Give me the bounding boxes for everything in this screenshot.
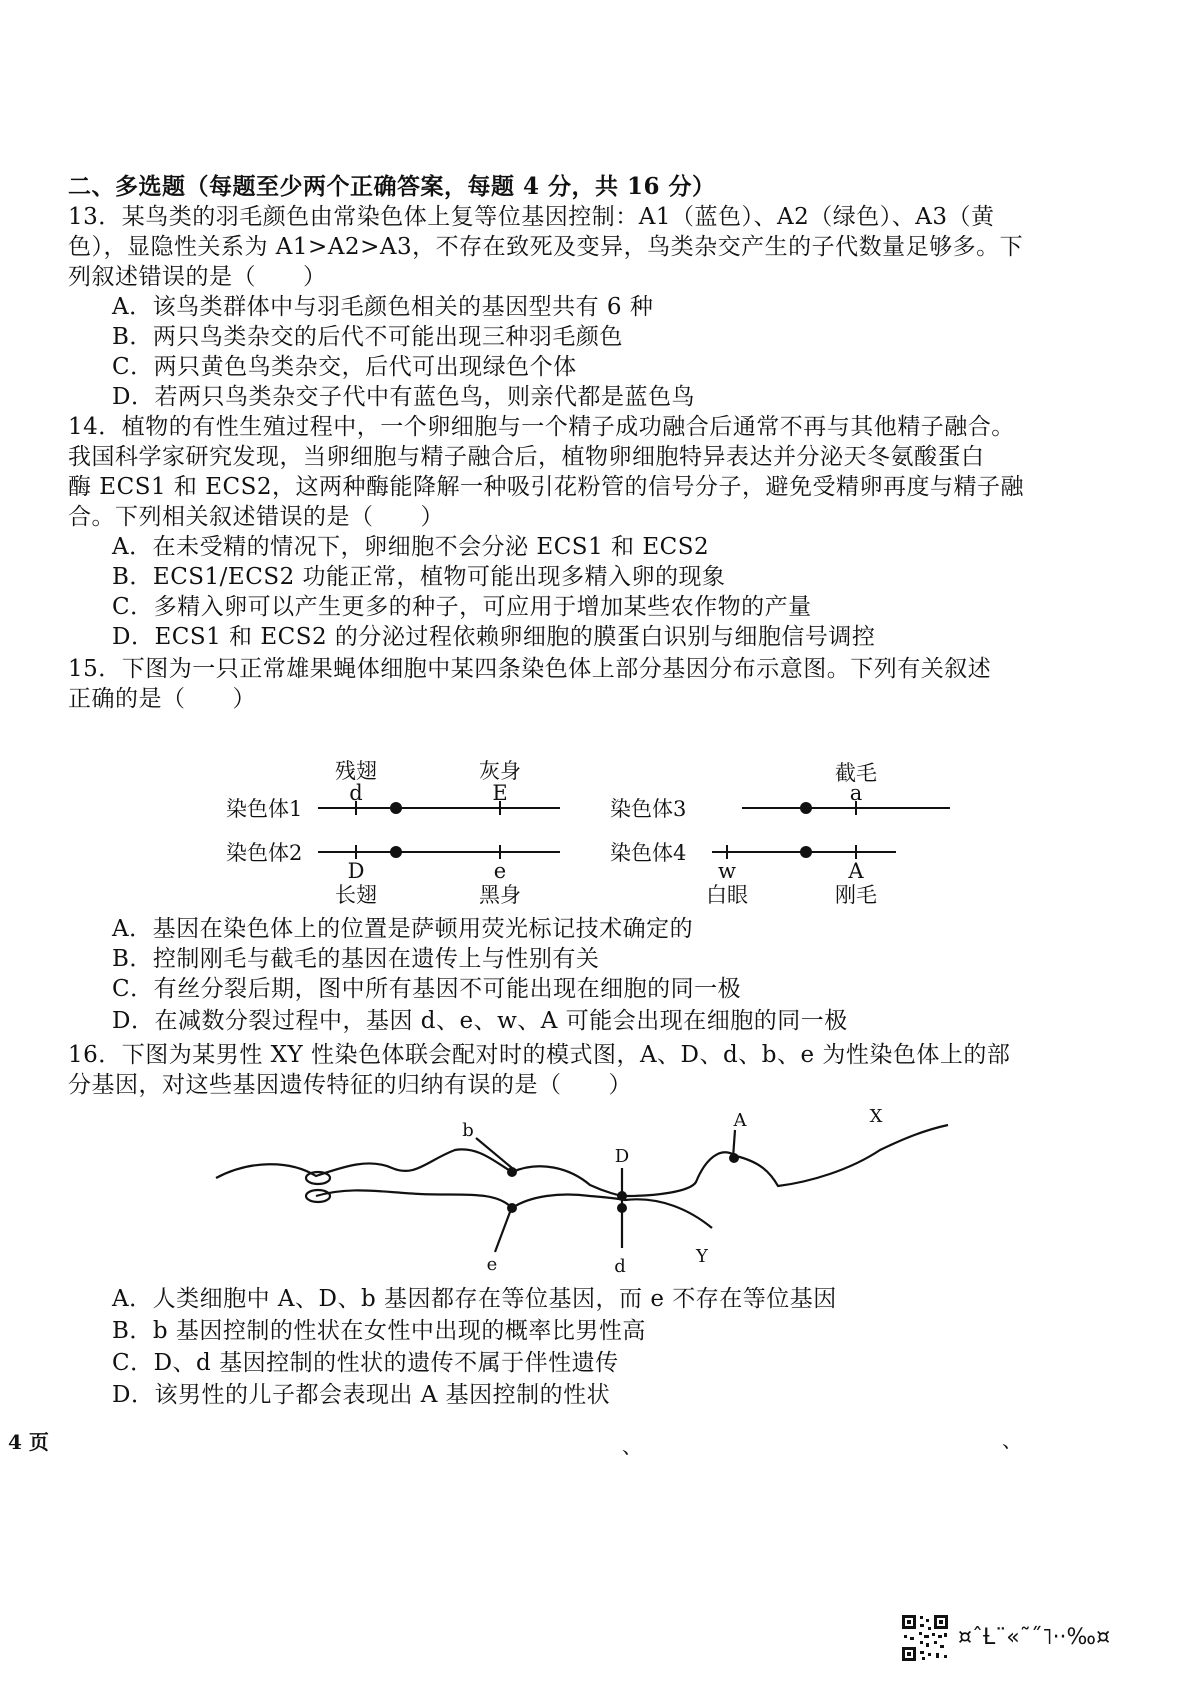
gene-letter: e [486,1254,498,1275]
q13-option-a: A．该鸟类群体中与羽毛颜色相关的基因型共有 6 种 [112,294,654,320]
chr4-label: 染色体4 [610,841,687,865]
q15-stem-line: 15．下图为一只正常雄果蝇体细胞中某四条染色体上部分基因分布示意图。下列有关叙述 [68,656,992,682]
q14-stem-line: 14．植物的有性生殖过程中，一个卵细胞与一个精子成功融合后通常不再与其他精子融合。 [68,414,1015,440]
trait-label: 黑身 [479,883,521,907]
q14-stem-line: 我国科学家研究发现，当卵细胞与精子融合后，植物卵细胞特异表达并分泌天冬氨酸蛋白 [68,444,985,470]
q14-option-a: A．在未受精的情况下，卵细胞不会分泌 ECS1 和 ECS2 [112,534,710,560]
chromosome-y-label: Y [696,1246,708,1267]
q13-stem-line: 色），显隐性关系为 A1>A2>A3，不存在致死及变异，鸟类杂交产生的子代数量足够多。下 [68,234,1024,260]
centromere-dot [800,846,812,858]
gene-letter: d [614,1256,626,1277]
q14-stem-line: 合。下列相关叙述错误的是（ ） [68,504,444,530]
q16-option-c: C．D、d 基因控制的性状的遗传不属于伴性遗传 [112,1350,619,1376]
chromosome-x-label: X [869,1106,883,1127]
chr2-label: 染色体2 [226,841,303,865]
trait-label: 残翅 [335,759,377,783]
gene-letter: w [718,859,736,883]
gene-letter: D [614,1146,630,1167]
q16-stem-line: 16．下图为某男性 XY 性染色体联会配对时的模式图，A、D、d、b、e 为性染色体上的部 [68,1042,1011,1068]
centromere-dot [390,846,402,858]
q13-stem-line: 列叙述错误的是（ ） [68,264,327,290]
q14-stem-line: 酶 ECS1 和 ECS2，这两种酶能降解一种吸引花粉管的信号分子，避免受精卵再度与精子融 [68,474,1024,500]
stray-mark: 、 [1002,1428,1022,1452]
gene-letter: e [493,859,507,883]
scan-signature: ¤ˆȽ¨«˜˝˥··‰¤ [958,1625,1111,1650]
q15-option-d: D．在减数分裂过程中，基因 d、e、w、A 可能会出现在细胞的同一极 [112,1008,848,1034]
x-chromosome-path [216,1125,948,1196]
gene-letter: E [492,781,508,805]
gene-letter: D [347,859,365,883]
page-number: 4 页 [8,1430,49,1454]
gene-letter: A [733,1110,747,1131]
q13-option-c: C．两只黄色鸟类杂交，后代可出现绿色个体 [112,354,577,380]
centromere-dot [390,802,402,814]
q13-option-b: B．两只鸟类杂交的后代不可能出现三种羽毛颜色 [112,324,623,350]
gene-b-dot [507,1167,517,1177]
chr1-label: 染色体1 [226,797,303,821]
q14-option-c: C．多精入卵可以产生更多的种子，可应用于增加某些农作物的产量 [112,594,812,620]
q13-stem-line: 13．某鸟类的羽毛颜色由常染色体上复等位基因控制：A1（蓝色）、A2（绿色）、A3（黄 [68,204,995,230]
gene-d-dot [617,1203,627,1213]
gene-letter: d [349,781,363,805]
q16-stem-line: 分基因，对这些基因遗传特征的归纳有误的是（ ） [68,1072,632,1098]
q16-option-d: D．该男性的儿子都会表现出 A 基因控制的性状 [112,1382,611,1408]
trait-label: 灰身 [479,759,521,783]
gene-a-dot [729,1153,739,1163]
gene-d-dot [617,1191,627,1201]
q16-option-a: A．人类细胞中 A、D、b 基因都存在等位基因，而 e 不存在等位基因 [112,1286,837,1312]
q15-option-a: A．基因在染色体上的位置是萨顿用荧光标记技术确定的 [112,916,694,942]
trait-label: 长翅 [335,883,377,907]
trait-label: 白眼 [706,883,748,907]
trait-label: 截毛 [835,761,877,785]
gene-letter: a [849,781,863,805]
x-chromatid-knot [306,1172,330,1184]
q14-option-b: B．ECS1/ECS2 功能正常，植物可能出现多精入卵的现象 [112,564,726,590]
q13-option-d: D．若两只鸟类杂交子代中有蓝色鸟，则亲代都是蓝色鸟 [112,384,695,410]
q15-option-c: C．有丝分裂后期，图中所有基因不可能出现在细胞的同一极 [112,976,742,1002]
q16-option-b: B．b 基因控制的性状在女性中出现的概率比男性高 [112,1318,646,1344]
q15-stem-line: 正确的是（ ） [68,686,256,712]
centromere-dot [800,802,812,814]
trait-label: 刚毛 [835,883,877,907]
qr-code-icon [900,1613,950,1663]
gene-letter: A [848,859,864,883]
stray-mark: 、 [622,1434,642,1458]
q14-option-d: D．ECS1 和 ECS2 的分泌过程依赖卵细胞的膜蛋白识别与细胞信号调控 [112,624,876,650]
chr3-label: 染色体3 [610,797,687,821]
gene-e-dot [507,1203,517,1213]
gene-letter: b [462,1120,474,1141]
gene-e-pointer [495,1212,510,1252]
section-title: 二、多选题（每题至少两个正确答案，每题 4 分，共 16 分） [68,173,716,200]
q15-option-b: B．控制刚毛与截毛的基因在遗传上与性别有关 [112,946,600,972]
